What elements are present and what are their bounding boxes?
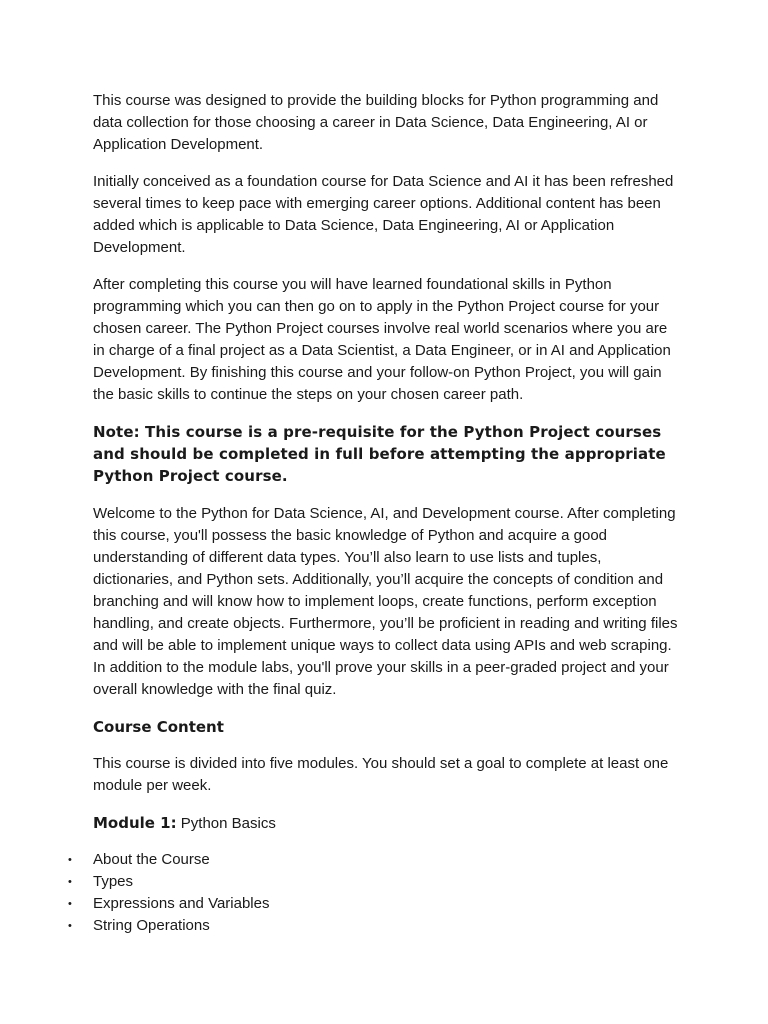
course-content-heading: Course Content (93, 718, 224, 736)
module-1-topic-list (68, 849, 683, 937)
document-body (68, 90, 683, 937)
list-item (68, 915, 683, 937)
list-item-label: Expressions and Variables (93, 895, 270, 912)
bullet-icon: • (68, 898, 72, 910)
module-1-label: Module 1: (93, 814, 177, 832)
list-item-label: String Operations (93, 917, 210, 934)
bullet-icon: • (68, 876, 72, 888)
list-item-label: Types (93, 873, 134, 890)
bullet-icon: • (68, 920, 72, 932)
module-1-heading (93, 812, 683, 835)
bullet-icon: • (68, 854, 72, 866)
list-item-label: About the Course (93, 851, 210, 868)
list-item (68, 849, 683, 871)
intro-paragraph-2: Initially conceived as a foundation course for Data Science and AI it has been refreshed several times to keep pace with emerging career options. Additional content has been added which is applicable to Data Science, Data Engineering, AI or Application Development. (93, 173, 674, 256)
course-content-description: This course is divided into five modules. You should set a goal to complete at least one module per week. (93, 755, 669, 794)
prerequisite-note: Note: This course is a pre-requisite for the Python Project courses and should be completed in full before attempting the appropriate Python Project course. (93, 423, 666, 485)
intro-paragraph-3: After completing this course you will have learned foundational skills in Python programming which you can then go on to apply in the Python Project course for your chosen career. The Python Project courses involve real world scenarios where you are in charge of a final project as a Data Scientist, a Data Engineer, or in AI and Application Development. By finishing this course and your follow-on Python Project, you will gain the basic skills to continue the steps on your chosen career path. (93, 276, 671, 403)
module-1-title: Python Basics (180, 815, 276, 832)
list-item (68, 893, 683, 915)
welcome-paragraph: Welcome to the Python for Data Science, AI, and Development course. After completing this course, you'll possess the basic knowledge of Python and acquire a good understanding of different data types. You’ll also learn to use lists and tuples, dictionaries, and Python sets. Additionally, you’ll acquire the concepts of condition and branching and will know how to implement loops, create functions, perform exception handling, and create objects. Furthermore, you’ll be proficient in reading and writing files and will be able to implement unique ways to collect data using APIs and web scraping. In addition to the module labs, you'll prove your skills in a peer-graded project and your overall knowledge with the final quiz. (93, 505, 678, 698)
intro-paragraph-1: This course was designed to provide the building blocks for Python programming and data collection for those choosing a career in Data Science, Data Engineering, AI or Application Development. (93, 92, 659, 153)
list-item (68, 871, 683, 893)
